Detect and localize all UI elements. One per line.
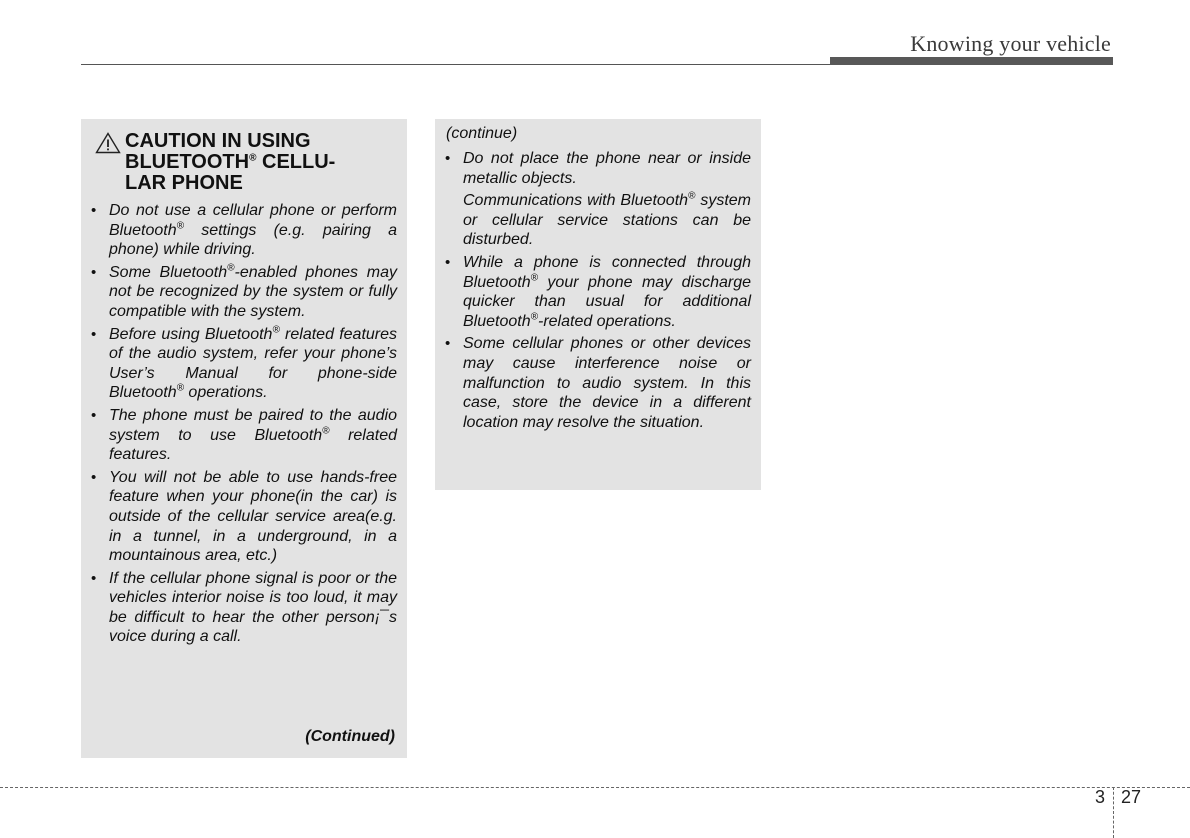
caution-box [81,119,407,758]
list-item [91,201,397,260]
caution-list [91,201,397,650]
bullet-icon: • [91,263,97,281]
list-item [91,569,397,647]
list-item [91,325,397,403]
section-title: Knowing your vehicle [910,31,1111,56]
registered-mark: ® [530,272,538,284]
list-item [445,334,751,432]
registered-mark: ® [530,311,538,323]
caution-item-text: The phone must be paired to the audio system to use Bluetooth® related features. [109,406,397,464]
continuation-item-text: Some cellular phones or other devices may cause interference noise or malfunction to audio system. In this case, store the device in a different location may resolve the situation. [463,335,751,431]
warning-triangle-icon [95,132,121,154]
bullet-icon: • [91,569,97,587]
list-item [91,263,397,322]
caution-heading [95,131,395,194]
caution-item-text: Some Bluetooth®-enabled phones may not be recognized by the system or fully compatible with the system. [109,262,397,320]
list-item [445,253,751,331]
continue-label: (continue) [446,125,518,142]
registered-mark: ® [272,324,280,336]
caution-title-line-2: BLUETOOTH® CELLU- [125,151,336,173]
continuation-list [445,149,751,435]
continuation-item-subtext: Communications with Bluetooth® system or cellular service stations can be disturbed. [463,190,752,249]
caution-title-line-1: CAUTION IN USING [125,130,311,152]
list-item [445,149,751,250]
caution-title [125,131,395,194]
caution-item-text: If the cellular phone signal is poor or the vehicles interior noise is too loud, it may be difficult to hear the other person¡¯s voice during a call. [109,569,397,646]
caution-title-line-3: LAR PHONE [125,172,243,194]
footer-divider [0,787,1190,788]
footer-vertical-divider [1113,787,1114,838]
bullet-icon: • [91,202,97,219]
caution-item-text: Before using Bluetooth® related features of the audio system, refer your phone’s User’s Manual for phone-side Bluetooth® operations. [109,324,398,402]
registered-mark: ® [227,262,235,274]
bullet-icon: • [91,406,97,424]
continuation-item-text: Do not place the phone near or inside metallic objects. [463,150,751,187]
bullet-icon: • [91,468,97,486]
bullet-icon: • [445,150,451,167]
list-item [91,468,397,566]
registered-mark: ® [176,220,184,232]
bullet-icon: • [91,325,97,343]
header-accent-bar [830,57,1113,65]
list-item [91,406,397,465]
bullet-icon: • [445,253,451,271]
bullet-icon: • [445,335,451,353]
registered-mark: ® [322,425,330,437]
chapter-number: 3 [1095,787,1106,807]
registered-mark: ® [176,383,184,395]
caution-item-text: You will not be able to use hands-free feature when your phone(in the car) is outside of the cellular service area(e.g. in a tunnel, in a underground, in a mountainous area, etc.) [109,468,397,565]
registered-mark: ® [249,152,257,164]
caution-item-text: Do not use a cellular phone or perform Bluetooth® settings (e.g. pairing a phone) while driving. [109,202,397,259]
continuation-item-text: While a phone is connected through Bluetooth® your phone may discharge quicker than usual for additional Bluetooth®-related operations. [463,253,751,330]
page-number: 27 [1121,787,1142,807]
registered-mark: ® [688,190,696,202]
continued-label: (Continued) [305,728,395,745]
continuation-box [435,119,761,490]
